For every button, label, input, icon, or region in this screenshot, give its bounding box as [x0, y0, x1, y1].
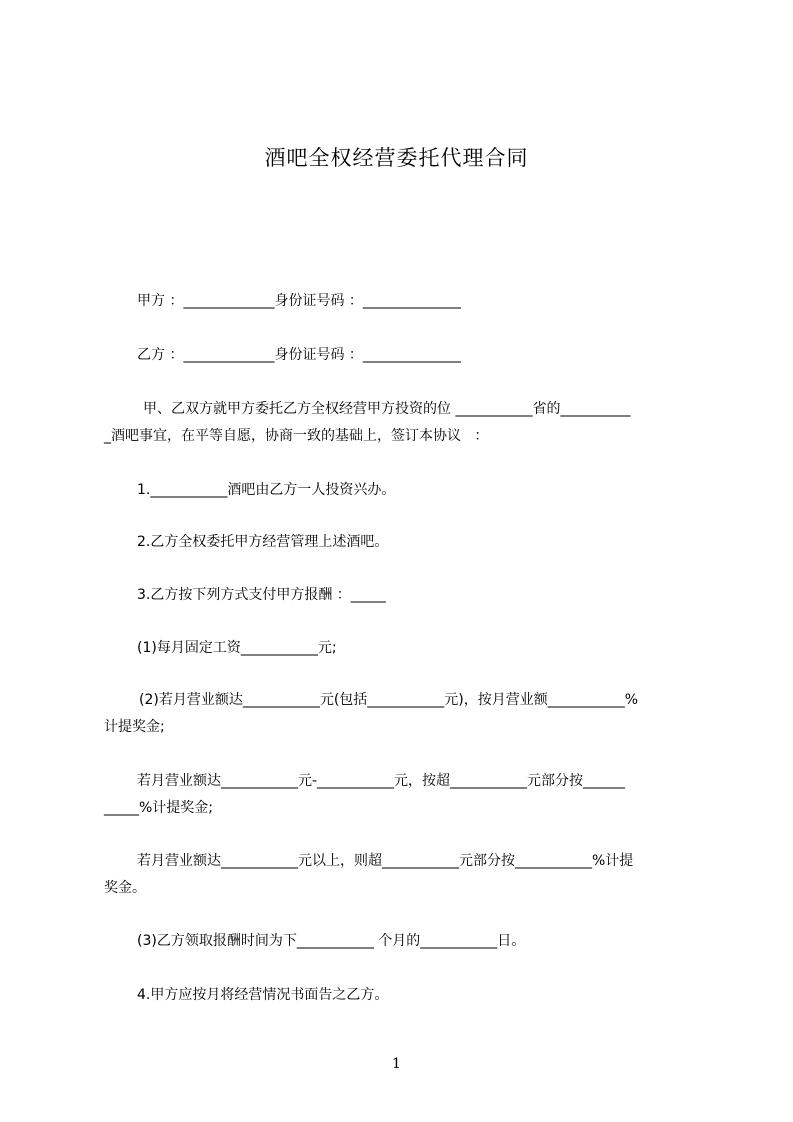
preamble-line-2: _酒吧事宜，在平等自愿，协商一致的基础上，签订本协议 ： [104, 428, 489, 444]
party-b-line: 乙方 ：_____________身份证号码 ：______________ [137, 347, 461, 363]
clause-3-1: (1)每月固定工资___________元; [137, 640, 337, 656]
page-number: 1 [392, 1056, 401, 1072]
clause-3: 3.乙方按下列方式支付甲方报酬 ：_____ [137, 587, 386, 603]
preamble-line-1: 甲、乙双方就甲方委托乙方全权经营甲方投资的位 ___________省的__________ [143, 401, 631, 417]
clause-3-2b-line-1: 若月营业额达___________元-___________元，按超___________元部分按______ [137, 773, 626, 789]
clause-3-2-line-2: 计提奖金; [104, 719, 165, 735]
clause-3-3: (3)乙方领取报酬时间为下___________ 个月的___________日。 [137, 933, 526, 949]
clause-4: 4.甲方应按月将经营情况书面告之乙方。 [137, 987, 389, 1003]
party-a-line: 甲方 ：_____________身份证号码 ：______________ [137, 293, 461, 309]
clause-1: 1.___________酒吧由乙方一人投资兴办。 [137, 482, 396, 498]
clause-3-2c-line-2: 奖金。 [104, 880, 146, 896]
clause-3-2c-line-1: 若月营业额达___________元以上，则超___________元部分按___________%计提 [137, 853, 634, 869]
document-title: 酒吧全权经营委托代理合同 [264, 146, 529, 170]
clause-3-2b-line-2: _____%计提奖金; [104, 800, 214, 816]
clause-3-2-line-1: (2)若月营业额达___________元(包括___________元)，按月营业额___________% [139, 692, 639, 708]
clause-2: 2.乙方全权委托甲方经营管理上述酒吧。 [137, 534, 389, 550]
